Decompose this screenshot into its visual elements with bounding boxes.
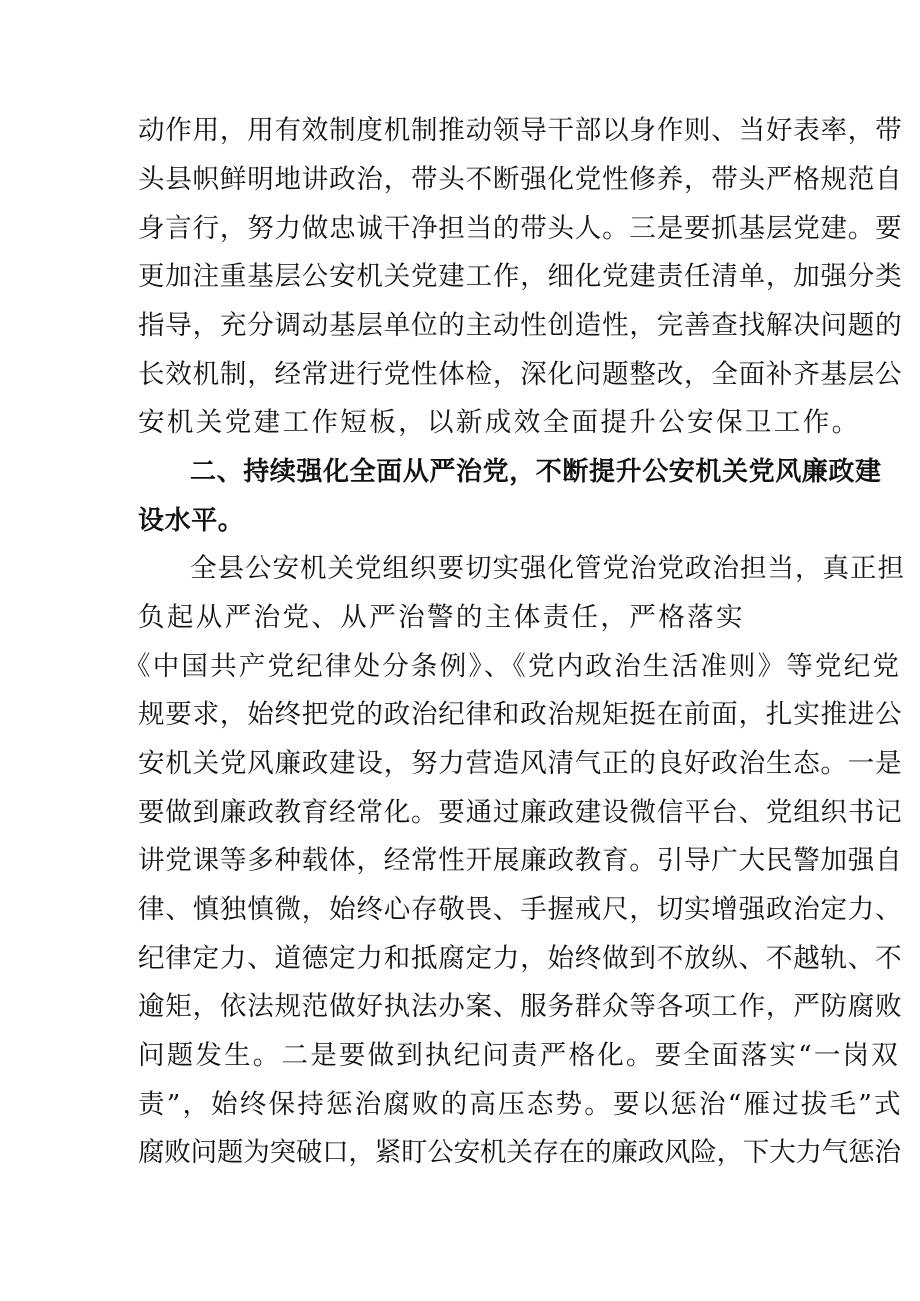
paragraph-1-line-5: 指导，充分调动基层单位的主动性创造性，完善查找解决问题的 xyxy=(138,310,903,341)
section-heading-line-2: 设水平。 xyxy=(138,506,245,536)
section-heading-line-1: 二、持续强化全面从严治党，不断提升公安机关党风廉政建 xyxy=(190,457,882,487)
paragraph-1-line-3: 身言行，努力做忠诚干净担当的带头人。三是要抓基层党建。要 xyxy=(138,213,903,244)
paragraph-1-line-2: 头县帜鲜明地讲政治，带头不断强化党性修养，带头严格规范自 xyxy=(138,164,903,195)
paragraph-1-line-4: 更加注重基层公安机关党建工作，细化党建责任清单，加强分类 xyxy=(138,261,903,292)
paragraph-1-line-7: 安机关党建工作短板，以新成效全面提升公安保卫工作。 xyxy=(138,407,861,438)
paragraph-2-line-11: 问题发生。二是要做到执纪问责严格化。要全面落实“一岗双 xyxy=(138,1040,900,1071)
paragraph-2-line-2: 负起从严治党、从严治警的主体责任，严格落实 xyxy=(138,602,745,633)
paragraph-2-line-1: 全县公安机关党组织要切实强化管党治党政治担当，真正担 xyxy=(190,553,905,584)
paragraph-1-line-1: 动作用，用有效制度机制推动领导干部以身作则、当好表率，带 xyxy=(138,115,903,146)
paragraph-2-line-3: 《中国共产党纪律处分条例》、《党内政治生活准则》等党纪党 xyxy=(124,651,902,682)
paragraph-2-line-10: 逾矩，依法规范做好执法办案、服务群众等各项工作，严防腐败 xyxy=(138,991,903,1022)
paragraph-2-line-12: 责”，始终保持惩治腐败的高压态势。要以惩治“雁过拔毛”式 xyxy=(138,1089,903,1120)
paragraph-2-line-4: 规要求，始终把党的政治纪律和政治规矩挺在前面，扎实推进公 xyxy=(138,699,903,730)
paragraph-2-line-13: 腐败问题为突破口，紧盯公安机关存在的廉政风险，下大力气惩治 xyxy=(138,1137,901,1168)
paragraph-2-line-5: 安机关党风廉政建设，努力营造风清气正的良好政治生态。一是 xyxy=(138,748,903,779)
paragraph-2-line-6: 要做到廉政教育经常化。要通过廉政建设微信平台、党组织书记 xyxy=(138,797,903,828)
paragraph-2-line-9: 纪律定力、道德定力和抵腐定力，始终做到不放纵、不越轨、不 xyxy=(138,943,903,974)
paragraph-1-line-6: 长效机制，经常进行党性体检，深化问题整改，全面补齐基层公 xyxy=(138,359,903,390)
paragraph-2-line-8: 律、慎独慎微，始终心存敬畏、手握戒尺，切实增强政治定力、 xyxy=(138,894,903,925)
paragraph-2-line-7: 讲党课等多种载体，经常性开展廉政教育。引导广大民警加强自 xyxy=(138,845,903,876)
